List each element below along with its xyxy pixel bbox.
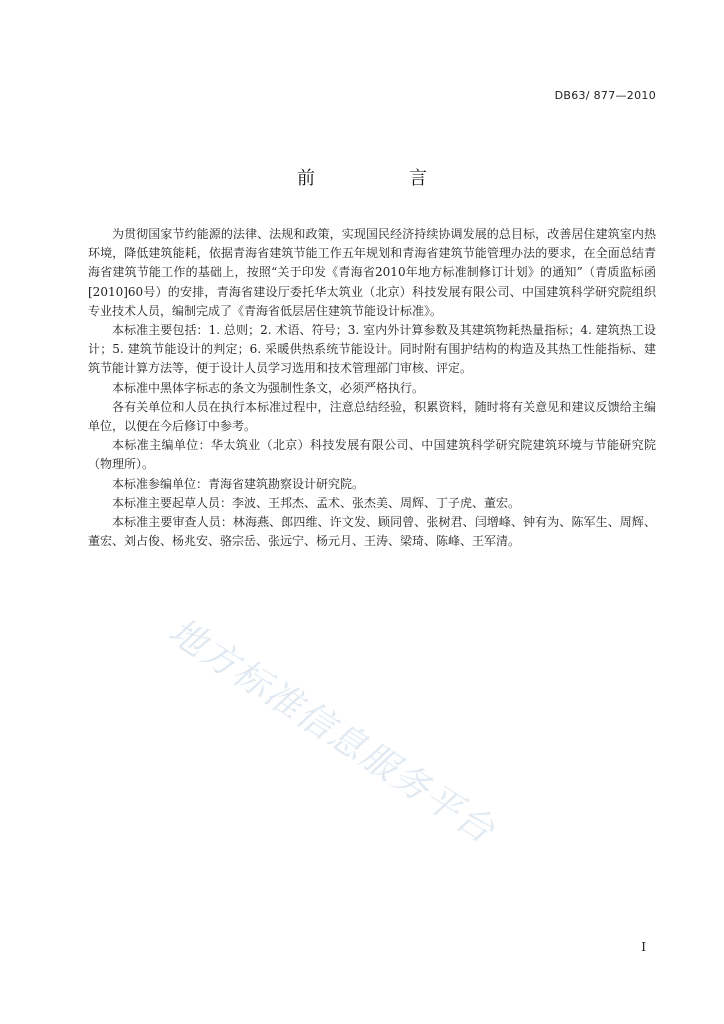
paragraph-reviewers: 本标准主要审查人员：林海燕、郎四维、许文发、顾同曾、张树君、闫增峰、钟有为、陈军生、周辉、董宏、刘占俊、杨兆安、骆宗岳、张远宁、杨元月、王涛、梁琦、陈峰、王军清。 [88,515,656,549]
paragraph-participants: 本标准参编单位：青海省建筑勘察设计研究院。 [112,476,365,491]
paragraph-chief-editors: 本标准主编单位：华太筑业（北京）科技发展有限公司、中国建筑科学研究院建筑环境与节能研究院（物理所）。 [88,438,656,472]
page-title: 前 言 [297,168,465,189]
paragraph-mandatory: 本标准中黑体字标志的条文为强制性条文，必须严格执行。 [112,380,425,395]
paragraph-drafters: 本标准主要起草人员：李波、王邦杰、孟术、张杰美、周辉、丁子虎、董宏。 [112,495,521,510]
header-divider [88,108,656,109]
paragraph-contents: 本标准主要包括：1. 总则；2. 术语、符号；3. 室内外计算参数及其建筑物耗热量指标；4. 建筑热工设计；5. 建筑节能设计的判定；6. 采暖供热系统节能设计。同时附有围护结构的构造及其热工性能指标、建筑节能计算方法等，便于设计人员学习选用和技术管理部门审核、评定。 [88,323,656,376]
watermark: 地方标准信息服务平台 [161,610,503,853]
page-number: I [641,940,646,954]
standard-code: DB63/ 877—2010 [554,89,656,102]
paragraph-feedback: 各有关单位和人员在执行本标准过程中，注意总结经验，积累资料，随时将有关意见和建议反馈给主编单位，以便在今后修订中参考。 [88,399,656,434]
paragraph-purpose: 为贯彻国家节约能源的法律、法规和政策，实现国民经济持续协调发展的总目标，改善居住建筑室内热环境，降低建筑能耗，依据青海省建筑节能工作五年规划和青海省建筑节能管理办法的要求，在全面总结青海省建筑节能工作的基础上，按照“关于印发《青海省2010年地方标准制修订计划》的通知”（青质监标函[2010]60号）的安排，青海省建设厅委托华太筑业（北京）科技发展有限公司、中国建筑科学研究院组织专业技术人员，编制完成了《青海省低层居住建筑节能设计标准》。 [88,227,656,318]
foreword-body [88,225,656,551]
